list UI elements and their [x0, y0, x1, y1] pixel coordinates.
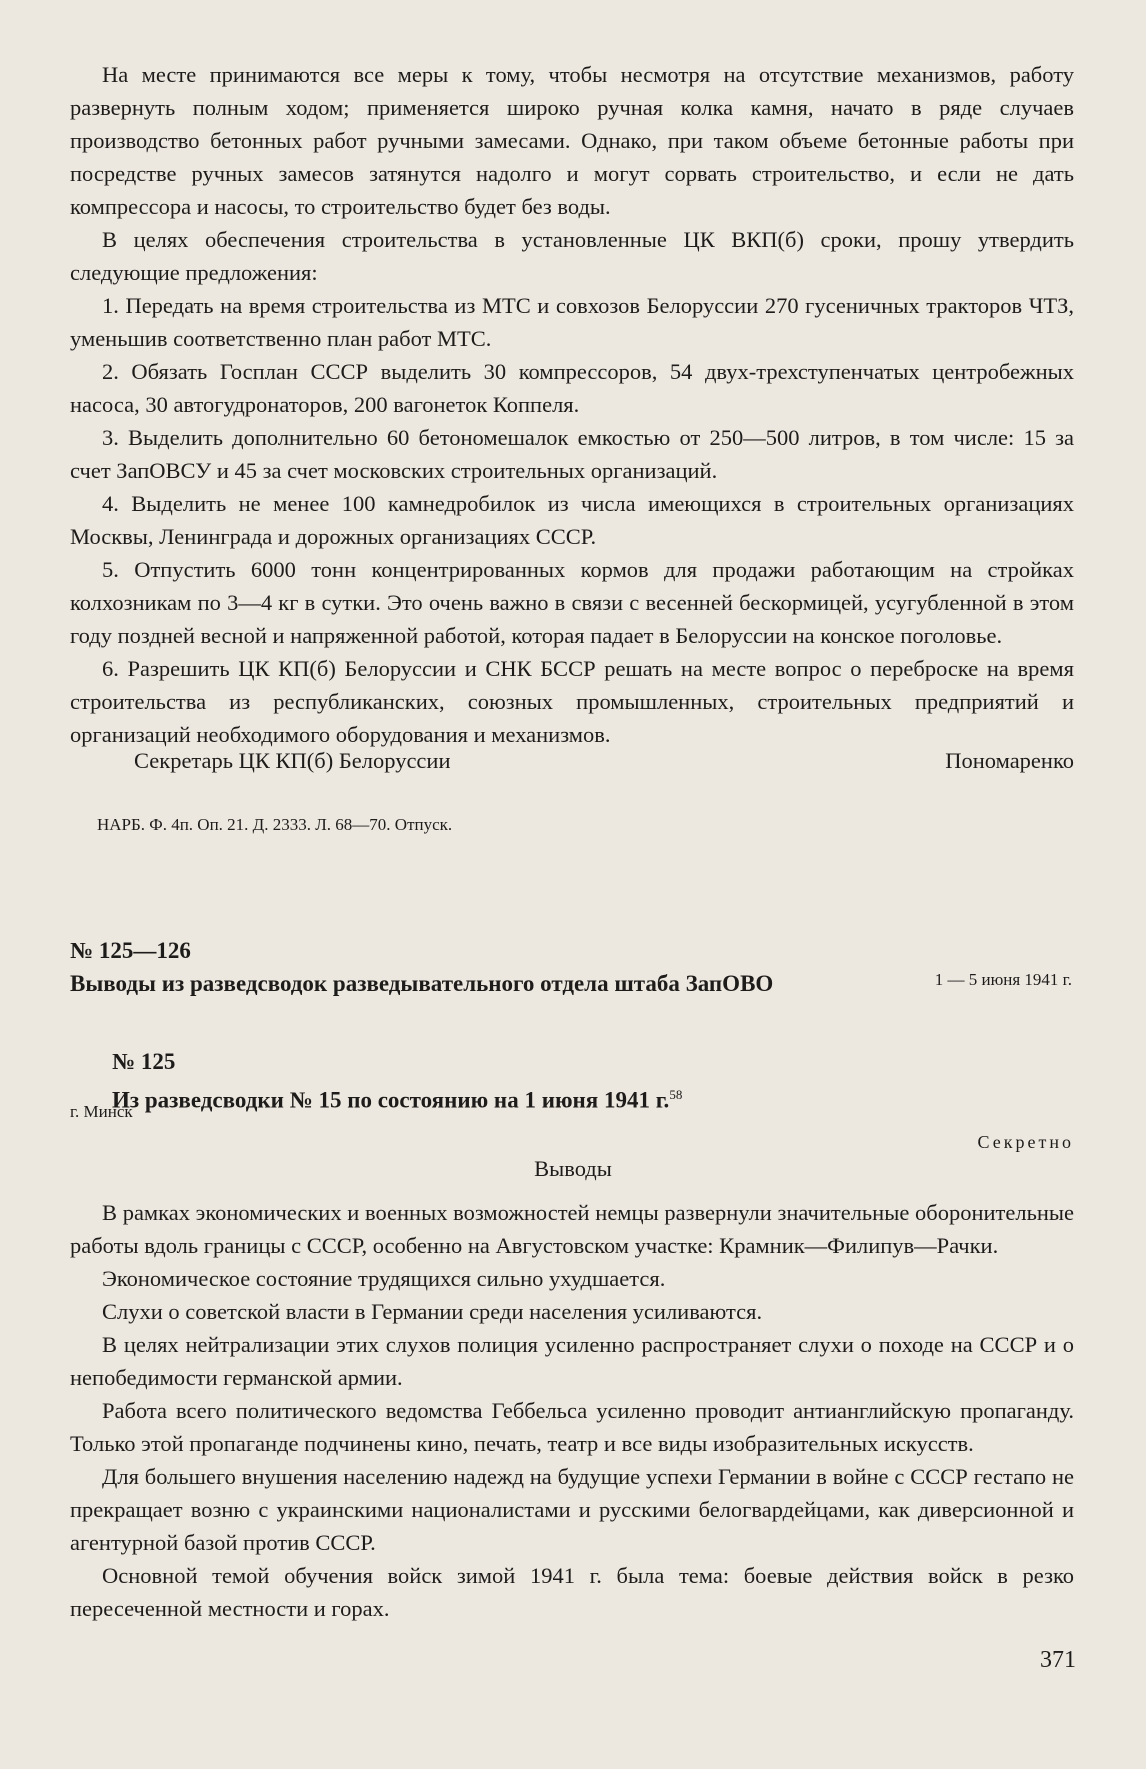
archive-source: НАРБ. Ф. 4п. Оп. 21. Д. 2333. Л. 68—70. Отпуск.: [97, 815, 453, 834]
paragraph: Слухи о советской власти в Германии среди населения усиливаются.: [102, 1299, 763, 1324]
classification-mark: Секретно: [977, 1132, 1074, 1152]
section-title: Выводы: [534, 1156, 612, 1181]
doc-group-date: 1 — 5 июня 1941 г.: [934, 970, 1072, 989]
paragraph: В целях обеспечения строительства в установленные ЦК ВКП(б) сроки, прошу утвердить следующие предложения:: [70, 227, 1074, 285]
proposal-item: 4. Выделить не менее 100 камнедробилок из числа имеющихся в строительных организациях Москвы, Ленинграда и дорожных организациях СССР.: [70, 491, 1074, 549]
proposal-item: 3. Выделить дополнительно 60 бетономешалок емкостью от 250—500 литров, в том числе: 15 за счет ЗапОВСУ и 45 за счет московских строительных организаций.: [70, 425, 1074, 483]
proposal-item: 2. Обязать Госплан СССР выделить 30 компрессоров, 54 двух-трехступенчатых центробежных насоса, 30 автогудронаторов, 200 вагонеток Коппеля.: [70, 359, 1074, 417]
paragraph: В рамках экономических и военных возможностей немцы развернули значительные оборонительные работы вдоль границы с СССР, особенно на Августовском участке: Крамник—Филипув—Рачки.: [70, 1200, 1074, 1258]
doc-place: г. Минск: [70, 1102, 133, 1121]
footnote-ref: 58: [669, 1087, 683, 1102]
paragraph: Работа всего политического ведомства Геббельса усиленно проводит антианглийскую пропаганду. Только этой пропаганде подчинены кино, печать, театр и все виды изобразительных искусств.: [70, 1398, 1074, 1456]
page-number: 371: [1040, 1647, 1076, 1673]
doc-group-number: № 125—126: [70, 938, 191, 963]
paragraph: В целях нейтрализации этих слухов полиция усиленно распространяет слухи о походе на СССР и о непобедимости германской армии.: [70, 1332, 1074, 1390]
doc-group-title: Выводы из разведсводок разведывательного отдела штаба ЗапОВО: [70, 971, 774, 996]
doc-title-line: [112, 1078, 682, 1117]
paragraph: Основной темой обучения войск зимой 1941 г. была тема: боевые действия войск в резко пересеченной местности и горах.: [70, 1563, 1074, 1621]
signature-name: Пономаренко: [945, 748, 1074, 773]
signature-position: Секретарь ЦК КП(б) Белоруссии: [134, 748, 451, 773]
paragraph: Экономическое состояние трудящихся сильно ухудшается.: [102, 1266, 666, 1291]
paragraph: Для большего внушения населению надежд на будущие успехи Германии в войне с СССР гестапо не прекращает возню с украинскими националистами и русскими белогвардейцами, как диверсионной и агентурной базой против СССР.: [70, 1464, 1074, 1555]
report-body: [70, 1196, 1074, 1625]
doc-number: № 125: [112, 1049, 176, 1074]
proposal-item: 6. Разрешить ЦК КП(б) Белоруссии и СНК БССР решать на месте вопрос о переброске на время строительства из республиканских, союзных промышленных, строительных предприятий и организаций необходимого оборудования и механизмов.: [70, 656, 1074, 747]
proposal-item: 5. Отпустить 6000 тонн концентрированных кормов для продажи работающим на стройках колхозникам по 3—4 кг в сутки. Это очень важно в связи с весенней бескормицей, усугубленной в этом году поздней весной и напряженной работой, которая падает в Белоруссии на конское поголовье.: [70, 557, 1074, 648]
letter-body: [70, 58, 1074, 751]
doc-group-heading: [70, 934, 773, 1000]
doc-title: Из разведсводки № 15 по состоянию на 1 июня 1941 г.: [112, 1087, 670, 1113]
paragraph: На месте принимаются все меры к тому, чтобы несмотря на отсутствие механизмов, работу развернуть полным ходом; применяется широко ручная колка камня, начато в ряде случаев производство бетонных работ ручными замесами. Однако, при таком объеме бетонные работы при посредстве ручных замесов затянутся надолго и могут сорвать строительство, и если не дать компрессора и насосы, то строительство будет без воды.: [70, 62, 1074, 219]
doc-heading: [112, 1045, 682, 1117]
signature-line: [70, 748, 1074, 784]
proposal-item: 1. Передать на время строительства из МТС и совхозов Белоруссии 270 гусеничных тракторов ЧТЗ, уменьшив соответственно план работ МТС.: [70, 293, 1074, 351]
